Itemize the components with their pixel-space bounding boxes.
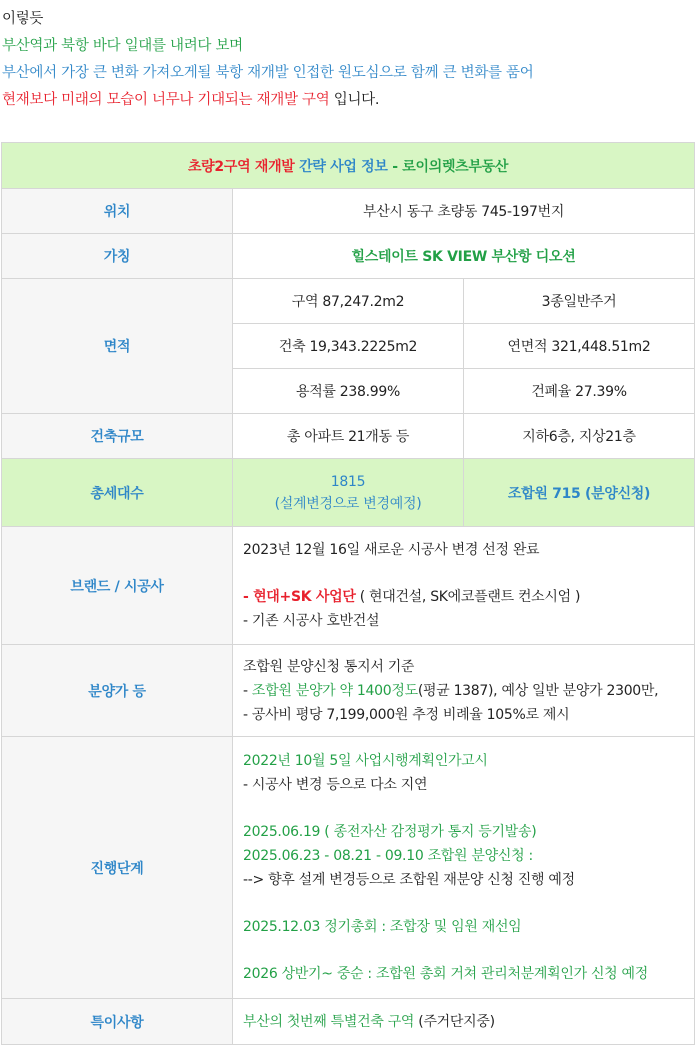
table-row-name (2, 234, 695, 279)
label-price: 분양가 등 (2, 645, 233, 737)
table-title-source: - 로이의렛츠부동산 (387, 158, 509, 175)
table-row-special (2, 999, 695, 1045)
intro-line-4 (2, 87, 695, 114)
intro-line-4-tail: 입니다. (329, 92, 380, 108)
price-line-2-prefix: - (243, 682, 252, 699)
stage-spacer-3 (243, 939, 694, 962)
value-location: 부산시 동구 초량동 745-197번지 (233, 189, 695, 234)
stage-line-6: 2025.12.03 정기총회 : 조합장 및 임원 재선임 (243, 919, 522, 935)
value-apartments: 총 아파트 21개동 등 (233, 414, 464, 459)
households-total-note: (설계변경으로 변경예정) (274, 495, 422, 512)
table-row-location (2, 189, 695, 234)
value-stage (233, 737, 695, 999)
intro-line-2: 부산역과 북항 바다 일대를 내려다 보며 (2, 38, 243, 54)
value-floors: 지하6층, 지상21층 (464, 414, 695, 459)
label-scale: 건축규모 (2, 414, 233, 459)
brand-line-2 (243, 585, 694, 609)
brand-spacer (243, 562, 694, 585)
special-note: (주거단지중) (414, 1013, 495, 1030)
value-floor-area: 연면적 321,448.51m2 (464, 324, 695, 369)
table-row-stage (2, 737, 695, 999)
value-households-members: 조합원 715 (분양신청) (464, 459, 695, 527)
value-zone-area: 구역 87,247.2m2 (233, 279, 464, 324)
price-general: (평균 1387), 예상 일반 분양가 2300만, (417, 682, 659, 699)
price-line-2 (243, 679, 694, 703)
intro-line-1: 이렇듯 (2, 11, 44, 27)
value-brand (233, 527, 695, 645)
table-title-info: 간략 사업 정보 (294, 158, 388, 175)
stage-spacer-1 (243, 797, 694, 820)
value-special (233, 999, 695, 1045)
value-far: 용적률 238.99% (233, 369, 464, 414)
intro-line-4-highlight: 현재보다 미래의 모습이 너무나 기대되는 재개발 구역 (2, 92, 330, 108)
value-name: 힐스테이트 SK VIEW 부산항 디오션 (233, 234, 695, 279)
brand-new-contractor: - 현대+SK 사업단 (243, 589, 356, 605)
table-row-brand (2, 527, 695, 645)
stage-line-1: 2022년 10월 5일 사업시행계획인가고시 (243, 753, 488, 769)
label-area: 면적 (2, 279, 233, 414)
table-row-households (2, 459, 695, 527)
project-info-table (1, 142, 695, 1045)
brand-line-3: - 기존 시공사 호반건설 (243, 613, 380, 629)
brand-consortium: ( 현대건설, SK에코플랜트 컨소시엄 ) (355, 589, 581, 605)
label-households: 총세대수 (2, 459, 233, 527)
stage-line-2: - 시공사 변경 등으로 다소 지연 (243, 777, 428, 793)
stage-spacer-2 (243, 892, 694, 915)
table-row-price (2, 645, 695, 737)
price-member: 조합원 분양가 약 1400정도 (251, 682, 418, 699)
stage-line-3: 2025.06.19 ( 종전자산 감정평가 통지 등기발송) (243, 824, 537, 840)
label-special: 특이사항 (2, 999, 233, 1045)
price-line-3: - 공사비 평당 7,199,000원 추정 비례율 105%로 제시 (243, 706, 570, 723)
table-title (2, 143, 695, 189)
special-highlight: 부산의 첫번째 특별건축 구역 (243, 1013, 415, 1030)
label-location: 위치 (2, 189, 233, 234)
label-name: 가칭 (2, 234, 233, 279)
households-total: 1815 (330, 473, 366, 490)
price-line-1: 조합원 분양신청 통지서 기준 (243, 658, 415, 675)
stage-line-4: 2025.06.23 - 08.21 - 09.10 조합원 분양신청 : (243, 848, 533, 864)
value-price (233, 645, 695, 737)
value-zoning: 3종일반주거 (464, 279, 695, 324)
stage-line-7: 2026 상반기~ 중순 : 조합원 총회 거쳐 관리처분계획인가 신청 예정 (243, 966, 649, 982)
table-row-area-1 (2, 279, 695, 324)
brand-line-1: 2023년 12월 16일 새로운 시공사 변경 선정 완료 (243, 542, 540, 558)
table-title-project: 초량2구역 재개발 (187, 158, 295, 175)
stage-line-5: --> 향후 설계 변경등으로 조합원 재분양 신청 진행 예정 (243, 872, 575, 888)
table-row-scale (2, 414, 695, 459)
label-brand: 브랜드 / 시공사 (2, 527, 233, 645)
label-stage: 진행단계 (2, 737, 233, 999)
table-header-row (2, 143, 695, 189)
intro-text (0, 0, 695, 114)
value-building-area: 건축 19,343.2225m2 (233, 324, 464, 369)
intro-line-3: 부산에서 가장 큰 변화 가져오게될 북항 재개발 인접한 원도심으로 함께 큰 변화를 품어 (2, 65, 534, 81)
value-bcr: 건폐율 27.39% (464, 369, 695, 414)
value-households-total (233, 459, 464, 527)
